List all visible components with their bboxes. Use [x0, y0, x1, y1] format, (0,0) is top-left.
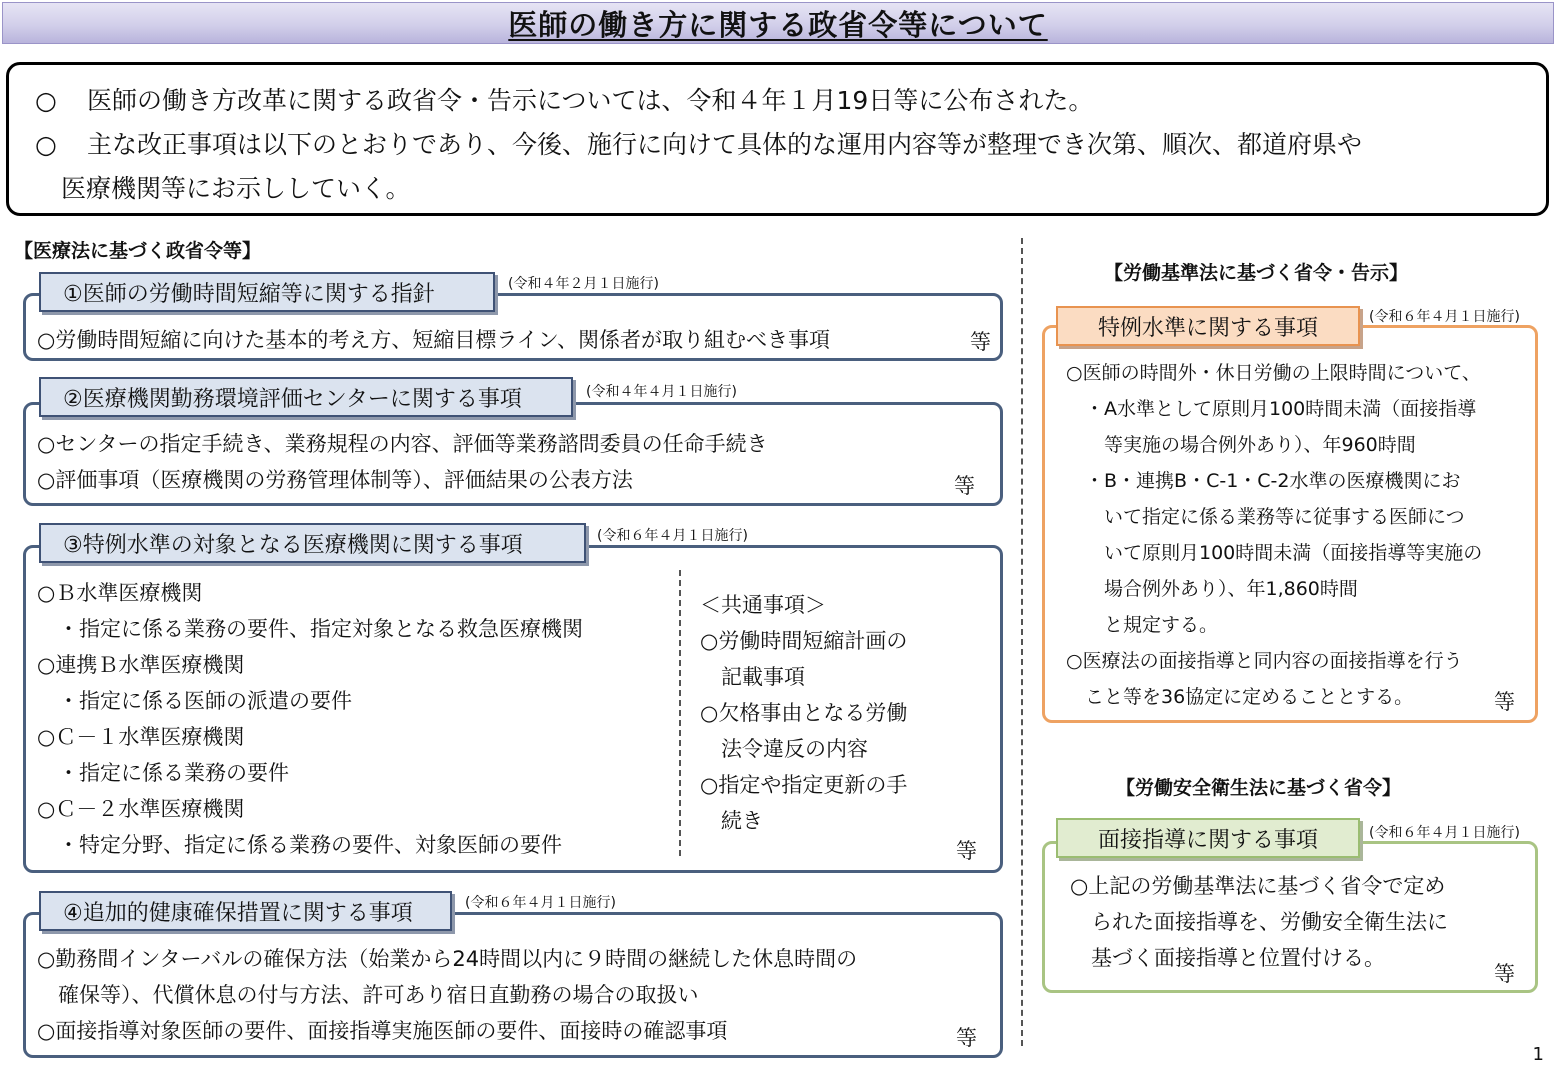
right-heading-labor-standards: 【労働基準法に基づく省令・告示】: [1104, 262, 1409, 284]
section-2-line-1: ○センターの指定手続き、業務規程の内容、評価等業務諮問委員の任命手続き: [37, 432, 768, 456]
page-number: 1: [1532, 1044, 1544, 1065]
intro-line-1: ○ 医師の働き方改革に関する政省令・告示については、令和４年１月19日等に公布された。: [35, 86, 1094, 115]
section-3-inner-divider: [679, 570, 681, 856]
section-1-line-1: ○労働時間短縮に向けた基本的考え方、短縮目標ライン、関係者が取り組むべき事項: [37, 328, 831, 352]
section-2-etc: 等: [954, 474, 975, 498]
section-1-effective-date: (令和４年２月１日施行): [508, 276, 659, 292]
section-4-line-1: ○勤務間インターバルの確保方法（始業から24時間以内に９時間の継続した休息時間の: [37, 947, 858, 971]
section-2-effective-date: (令和４年４月１日施行): [586, 384, 737, 400]
special-level-line-9: ○医療法の面接指導と同内容の面接指導を行う: [1066, 650, 1463, 672]
interview-guidance-etc: 等: [1494, 962, 1515, 986]
section-3-right-line-6: ○指定や指定更新の手: [700, 773, 908, 797]
interview-guidance-effective-date: (令和６年４月１日施行): [1369, 825, 1520, 841]
special-level-tab: 特例水準に関する事項: [1056, 306, 1360, 346]
section-3-right-line-4: ○欠格事由となる労働: [700, 701, 908, 725]
right-heading-safety-health: 【労働安全衛生法に基づく省令】: [1116, 777, 1402, 799]
interview-guidance-line-3: 基づく面接指導と位置付ける。: [1070, 946, 1385, 970]
title-bar: [2, 2, 1554, 44]
section-3-etc: 等: [956, 839, 977, 863]
special-level-line-4: ・B・連携B・C-1・C-2水準の医療機関にお: [1066, 470, 1461, 492]
section-1-tab: ①医師の労働時間短縮等に関する指針: [39, 272, 495, 312]
intro-box: [6, 62, 1549, 216]
special-level-line-2: ・A水準として原則月100時間未満（面接指導: [1066, 398, 1477, 420]
section-2-line-2: ○評価事項（医療機関の労務管理体制等）、評価結果の公表方法: [37, 468, 633, 492]
section-3-left-line-5: ○Ｃ－１水準医療機関: [37, 725, 245, 749]
interview-guidance-line-2: られた面接指導を、労働安全衛生法に: [1070, 910, 1448, 934]
section-4-line-3: ○面接指導対象医師の要件、面接指導実施医師の要件、面接時の確認事項: [37, 1019, 728, 1043]
section-3-left-line-3: ○連携Ｂ水準医療機関: [37, 653, 245, 677]
section-3-right-line-7: 続き: [700, 809, 763, 833]
column-divider: [1021, 238, 1023, 1046]
section-4-tab: ④追加的健康確保措置に関する事項: [39, 891, 452, 931]
special-level-etc: 等: [1494, 690, 1515, 714]
section-3-right-line-2: ○労働時間短縮計画の: [700, 629, 908, 653]
page-title: 医師の働き方に関する政省令等について: [508, 7, 1048, 42]
interview-guidance-tab: 面接指導に関する事項: [1056, 818, 1360, 858]
left-heading: 【医療法に基づく政省令等】: [14, 240, 262, 262]
special-level-line-5: いて指定に係る業務等に従事する医師につ: [1066, 506, 1465, 528]
section-3-right-line-1: ＜共通事項＞: [700, 593, 826, 617]
special-level-line-10: こと等を36協定に定めることとする。: [1066, 686, 1414, 708]
section-3-left-line-7: ○Ｃ－２水準医療機関: [37, 797, 245, 821]
section-3-right-line-5: 法令違反の内容: [700, 737, 868, 761]
section-1-etc: 等: [970, 330, 991, 354]
special-level-line-7: 場合例外あり）、年1,860時間: [1066, 578, 1358, 600]
section-4-effective-date: (令和６年４月１日施行): [465, 895, 616, 911]
section-3-left-line-6: ・指定に係る業務の要件: [37, 761, 289, 785]
section-3-left-line-2: ・指定に係る業務の要件、指定対象となる救急医療機関: [37, 617, 583, 641]
intro-line-3: 医療機関等にお示ししていく。: [61, 174, 411, 203]
special-level-line-8: と規定する。: [1066, 614, 1219, 636]
special-level-line-1: ○医師の時間外・休日労働の上限時間について、: [1066, 362, 1481, 384]
section-4-etc: 等: [956, 1026, 977, 1050]
special-level-line-6: いて原則月100時間未満（面接指導等実施の: [1066, 542, 1483, 564]
section-3-tab: ③特例水準の対象となる医療機関に関する事項: [39, 523, 586, 563]
intro-line-2: ○ 主な改正事項は以下のとおりであり、今後、施行に向けて具体的な運用内容等が整理でき次第、順次、都道府県や: [35, 130, 1363, 159]
special-level-line-3: 等実施の場合例外あり）、年960時間: [1066, 434, 1416, 456]
section-3-left-line-8: ・特定分野、指定に係る業務の要件、対象医師の要件: [37, 833, 562, 857]
section-3-right-line-3: 記載事項: [700, 665, 805, 689]
section-3-effective-date: (令和６年４月１日施行): [597, 528, 748, 544]
interview-guidance-line-1: ○上記の労働基準法に基づく省令で定め: [1070, 874, 1446, 898]
section-3-left-line-4: ・指定に係る医師の派遣の要件: [37, 689, 352, 713]
section-4-line-2: 確保等）、代償休息の付与方法、許可あり宿日直勤務の場合の取扱い: [37, 983, 699, 1007]
section-3-left-line-1: ○Ｂ水準医療機関: [37, 581, 203, 605]
special-level-effective-date: (令和６年４月１日施行): [1369, 309, 1520, 325]
section-2-tab: ②医療機関勤務環境評価センターに関する事項: [39, 377, 573, 417]
